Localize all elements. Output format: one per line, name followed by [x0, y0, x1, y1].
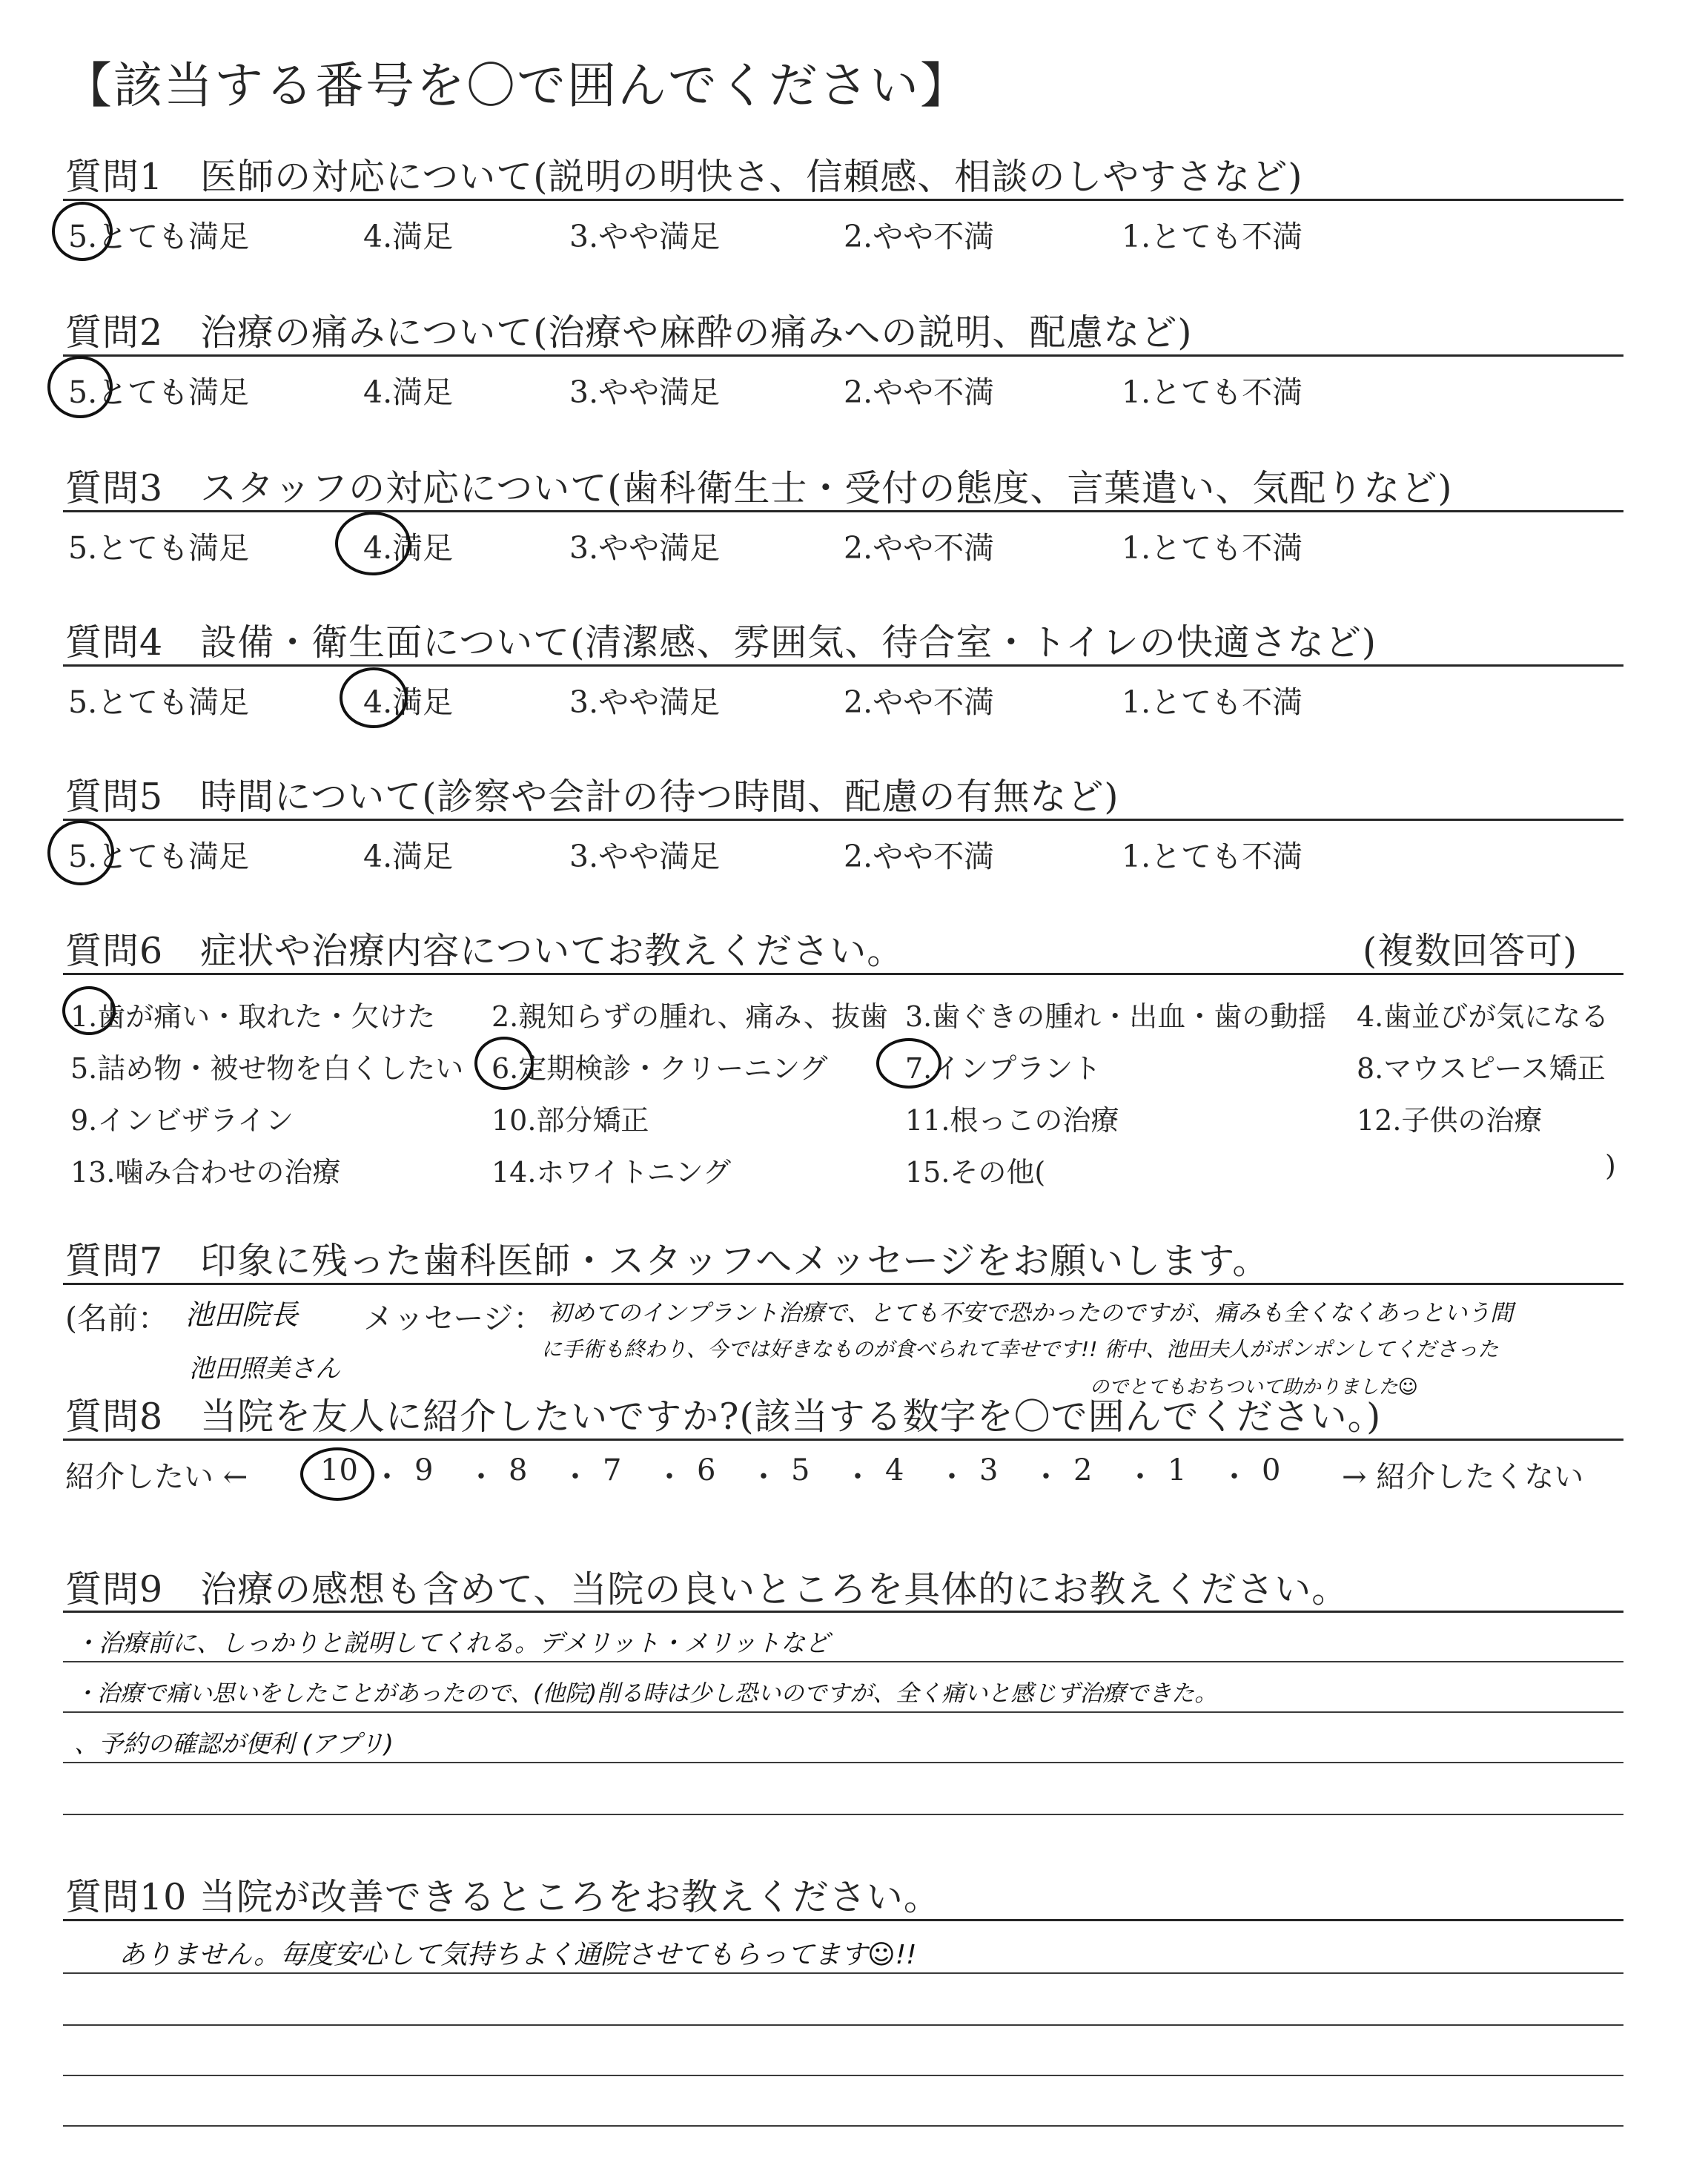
q5-option-3[interactable]: 3.やや満足 — [569, 839, 721, 874]
q5-option-5[interactable]: 5.とても満足 — [68, 839, 250, 874]
divider — [63, 354, 1623, 357]
q8-scale-value[interactable]: 6 — [697, 1453, 716, 1487]
question-1-title: 質問1 医師の対応について(説明の明快さ、信頼感、相談のしやすさなど) — [65, 156, 1303, 198]
q8-scale-separator: ・ — [560, 1460, 590, 1494]
divider — [63, 510, 1623, 512]
answer-line — [63, 1661, 1623, 1662]
answer-line — [63, 2075, 1623, 2076]
q2-option-1[interactable]: 1.とても不満 — [1122, 374, 1303, 410]
q1-option-1[interactable]: 1.とても不満 — [1122, 219, 1303, 254]
q2-option-4[interactable]: 4.満足 — [363, 374, 454, 410]
q6-option-2[interactable]: 2.親知らずの腫れ、痛み、抜歯 — [491, 1000, 888, 1033]
q6-option-8[interactable]: 8.マウスピース矯正 — [1357, 1052, 1606, 1085]
q8-scale-value[interactable]: 2 — [1073, 1453, 1093, 1487]
q8-right-label: → 紹介したくない — [1342, 1460, 1584, 1494]
q4-selection-circle — [340, 667, 408, 728]
q4-option-4[interactable]: 4.満足 — [363, 684, 454, 720]
q1-option-5[interactable]: 5.とても満足 — [68, 219, 250, 254]
q7-name-label: (名前： — [65, 1301, 168, 1336]
q3-option-4[interactable]: 4.満足 — [363, 530, 454, 566]
q3-selection-circle — [335, 512, 411, 575]
q7-name-1: 池田院長 — [185, 1298, 299, 1331]
q8-selection-circle — [300, 1447, 374, 1501]
q9-answer-line-2: ・治療で痛い思いをしたことがあったので、(他院)削る時は少し恐いのですが、全く痛いと感じず治療できた。 — [74, 1680, 1218, 1707]
q1-selection-circle — [52, 202, 113, 261]
q8-scale-value[interactable]: 3 — [979, 1453, 999, 1487]
q8-scale-separator: ・ — [843, 1460, 873, 1494]
divider — [63, 1283, 1623, 1285]
q10-answer-line-1: ありません。毎度安心して気持ちよく通院させてもらってます☺!! — [119, 1940, 917, 1970]
divider — [63, 199, 1623, 201]
divider — [63, 1439, 1623, 1441]
q6-multiple-note: (複数回答可) — [1363, 930, 1578, 972]
q8-scale-separator: ・ — [466, 1460, 496, 1494]
form-header: 【該当する番号を〇で囲んでください】 — [63, 57, 970, 114]
q7-name-2: 池田照美さん — [189, 1354, 340, 1384]
divider — [63, 1919, 1623, 1921]
q8-scale-value[interactable]: 10 — [320, 1453, 358, 1487]
q9-answer-line-1: ・治療前に、しっかりと説明してくれる。デメリット・メリットなど — [74, 1628, 830, 1657]
q6-option-7[interactable]: 7.インプラント — [905, 1052, 1102, 1085]
question-3-title: 質問3 スタッフの対応について(歯科衛生士・受付の態度、言葉遣い、気配りなど) — [65, 467, 1453, 509]
question-4-title: 質問4 設備・衛生面について(清潔感、雰囲気、待合室・トイレの快適さなど) — [65, 621, 1377, 664]
q9-answer-line-3: 、予約の確認が便利 (アプリ) — [74, 1729, 394, 1758]
answer-line — [63, 1972, 1623, 1974]
q3-option-2[interactable]: 2.やや不満 — [844, 530, 995, 566]
q8-scale-separator: ・ — [1125, 1460, 1155, 1494]
q1-option-3[interactable]: 3.やや満足 — [569, 219, 721, 254]
q6-option-9[interactable]: 9.インビザライン — [70, 1104, 294, 1137]
q8-left-label: 紹介したい ← — [65, 1460, 248, 1494]
q6-option-10[interactable]: 10.部分矯正 — [491, 1104, 649, 1137]
q6-option-5[interactable]: 5.詰め物・被せ物を白くしたい — [70, 1052, 464, 1085]
question-10-title: 質問10 当院が改善できるところをお教えください。 — [65, 1876, 941, 1918]
q8-scale-value[interactable]: 5 — [791, 1453, 810, 1487]
q6-option-6[interactable]: 6.定期検診・クリーニング — [491, 1052, 828, 1085]
q7-message-label: メッセージ： — [363, 1301, 544, 1336]
q4-option-5[interactable]: 5.とても満足 — [68, 684, 250, 720]
divider — [63, 664, 1623, 667]
divider — [63, 819, 1623, 821]
q3-option-1[interactable]: 1.とても不満 — [1122, 530, 1303, 566]
q8-scale-separator: ・ — [372, 1460, 402, 1494]
answer-line — [63, 1762, 1623, 1763]
q6-option-11[interactable]: 11.根っこの治療 — [905, 1104, 1119, 1137]
q6-selection-circle-7 — [876, 1038, 941, 1089]
q6-other-close-paren: ) — [1605, 1149, 1616, 1182]
q6-option-3[interactable]: 3.歯ぐきの腫れ・出血・歯の動揺 — [905, 1000, 1327, 1033]
q6-selection-circle-1 — [62, 986, 116, 1035]
answer-line — [63, 1814, 1623, 1815]
question-5-title: 質問5 時間について(診察や会計の待つ時間、配慮の有無など) — [65, 776, 1119, 818]
answer-line — [63, 2125, 1623, 2127]
q8-scale-value[interactable]: 4 — [885, 1453, 904, 1487]
q2-option-5[interactable]: 5.とても満足 — [68, 374, 250, 410]
answer-line — [63, 1711, 1623, 1713]
q3-option-3[interactable]: 3.やや満足 — [569, 530, 721, 566]
q6-option-12[interactable]: 12.子供の治療 — [1357, 1104, 1543, 1137]
q5-option-1[interactable]: 1.とても不満 — [1122, 839, 1303, 874]
q8-scale-separator: ・ — [1031, 1460, 1061, 1494]
q7-message-line-2: に手術も終わり、今では好きなものが食べられて幸せです!! 術中、池田夫人がポンポンしてくださった — [541, 1337, 1499, 1361]
q7-message-line-1: 初めてのインプラント治療で、とても不安で恐かったのですが、痛みも全くなくあっという間 — [549, 1300, 1514, 1327]
q1-option-4[interactable]: 4.満足 — [363, 219, 454, 254]
q5-selection-circle — [47, 820, 114, 885]
question-8-title: 質問8 当院を友人に紹介したいですか?(該当する数字を〇で囲んでください。) — [65, 1396, 1382, 1438]
q6-option-15[interactable]: 15.その他( — [905, 1156, 1046, 1189]
q1-option-2[interactable]: 2.やや不満 — [844, 219, 995, 254]
q8-scale-value[interactable]: 7 — [603, 1453, 622, 1487]
q5-option-4[interactable]: 4.満足 — [363, 839, 454, 874]
q2-selection-circle — [47, 356, 113, 418]
q8-scale-separator: ・ — [937, 1460, 967, 1494]
q3-option-5[interactable]: 5.とても満足 — [68, 530, 250, 566]
q8-scale-value[interactable]: 1 — [1168, 1453, 1187, 1487]
question-2-title: 質問2 治療の痛みについて(治療や麻酔の痛みへの説明、配慮など) — [65, 311, 1193, 354]
q5-option-2[interactable]: 2.やや不満 — [844, 839, 995, 874]
answer-line — [63, 2024, 1623, 2026]
q6-selection-circle-6 — [474, 1037, 534, 1090]
q6-option-4[interactable]: 4.歯並びが気になる — [1357, 1000, 1609, 1033]
question-7-title: 質問7 印象に残った歯科医師・スタッフへメッセージをお願いします。 — [65, 1240, 1270, 1282]
q8-scale-separator: ・ — [1219, 1460, 1249, 1494]
q6-option-13[interactable]: 13.噛み合わせの治療 — [70, 1156, 341, 1189]
q6-option-14[interactable]: 14.ホワイトニング — [491, 1156, 732, 1189]
q8-scale-value[interactable]: 9 — [414, 1453, 434, 1487]
q4-option-3[interactable]: 3.やや満足 — [569, 684, 721, 720]
q2-option-3[interactable]: 3.やや満足 — [569, 374, 721, 410]
q8-scale-separator: ・ — [655, 1460, 684, 1494]
question-6-title: 質問6 症状や治療内容についてお教えください。 — [65, 930, 904, 972]
divider — [63, 1611, 1623, 1613]
q2-option-2[interactable]: 2.やや不満 — [844, 374, 995, 410]
q8-scale-separator: ・ — [749, 1460, 778, 1494]
q8-scale-value[interactable]: 8 — [509, 1453, 528, 1487]
q4-option-1[interactable]: 1.とても不満 — [1122, 684, 1303, 720]
q7-message-line-3: のでとてもおちついて助かりました☺ — [1090, 1376, 1418, 1398]
question-9-title: 質問9 治療の感想も含めて、当院の良いところを具体的にお教えください。 — [65, 1568, 1349, 1611]
q4-option-2[interactable]: 2.やや不満 — [844, 684, 995, 720]
q8-scale-value[interactable]: 0 — [1262, 1453, 1281, 1487]
q6-option-1[interactable]: 1.歯が痛い・取れた・欠けた — [70, 1000, 436, 1033]
divider — [63, 973, 1623, 975]
